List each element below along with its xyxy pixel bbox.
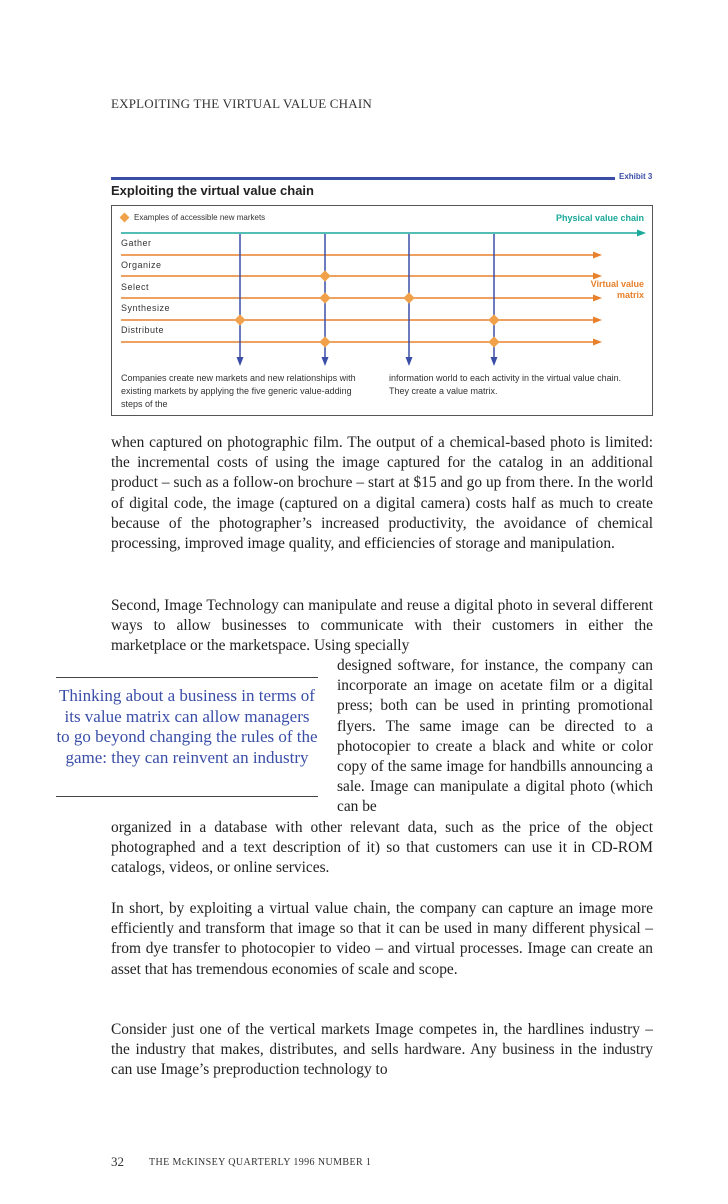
pull-quote-top-rule xyxy=(56,677,318,678)
exhibit-caption-left: Companies create new markets and new relationships with existing markets by applying the five generic value-adding steps of the xyxy=(121,373,356,409)
paragraph-1: when captured on photographic film. The output of a chemical-based photo is limited: the incremental costs of using the image captured for the catalog in an additional product – such as a follow-on brochure – start at $15 and go up from there. In the world of digital code, the image (captured on a digital camera) costs half as much to create because of the photographer’s increased productivity, the avoidance of chemical processing, improved image quality, and efficiencies of storage and manipulation. xyxy=(111,434,653,553)
row-label-synthesize: Synthesize xyxy=(121,303,171,313)
paragraph-4: Consider just one of the vertical markets Image competes in, the hardlines industry – the industry that makes, distributes, and sells hardware. Any business in the industry can use Image’s preproduction technology to xyxy=(111,1021,653,1079)
row-label-select: Select xyxy=(121,282,150,292)
market-diamond xyxy=(488,336,499,347)
row-arrow-gather xyxy=(121,252,602,259)
physical-value-chain-label: Physical value chain xyxy=(555,213,644,223)
market-diamond xyxy=(234,314,245,325)
market-diamond xyxy=(488,314,499,325)
exhibit-number: Exhibit 3 xyxy=(619,172,653,181)
exhibit-title: Exploiting the virtual value chain xyxy=(111,183,314,198)
pull-quote-bottom-rule xyxy=(56,796,318,797)
row-label-distribute: Distribute xyxy=(121,325,165,335)
row-arrow-organize xyxy=(121,273,602,280)
exhibit-rule xyxy=(111,177,615,180)
market-diamond xyxy=(319,336,330,347)
exhibit-caption-right: information world to each activity in the virtual value chain. They create a value matrix. xyxy=(389,373,622,396)
row-arrow-distribute xyxy=(121,339,602,346)
market-diamond xyxy=(319,292,330,303)
row-arrow-select xyxy=(121,295,602,302)
page-number: 32 xyxy=(111,1154,124,1169)
running-head: EXPLOITING THE VIRTUAL VALUE CHAIN xyxy=(111,96,372,111)
publication-footer: THE McKINSEY QUARTERLY 1996 NUMBER 1 xyxy=(149,1157,372,1168)
diagram-legend xyxy=(121,213,265,222)
market-diamond xyxy=(319,270,330,281)
legend-label: Examples of accessible new markets xyxy=(134,213,266,222)
virtual-value-matrix-label: Virtual value matrix xyxy=(590,279,644,300)
market-diamond xyxy=(403,292,414,303)
row-arrow-synthesize xyxy=(121,317,602,324)
pull-quote: Thinking about a business in terms of its value matrix can allow managers to go beyond changing the rules of the game: they can reinvent an industry xyxy=(56,686,318,767)
exhibit-diagram xyxy=(111,205,653,416)
paragraph-2-right-column: designed software, for instance, the company can incorporate an image on acetate film or a digital press; both can be used in printing promotional flyers. The same image can be directed to a photocopier to create a black and white or color copy of the same image for handbills announcing a sale. Image can manipulate a digital photo (which can be xyxy=(337,657,653,816)
physical-chain-arrowhead xyxy=(637,230,646,237)
row-label-gather: Gather xyxy=(121,238,152,248)
vertical-arrow-1 xyxy=(237,234,244,366)
diamond-icon xyxy=(120,213,130,223)
row-label-organize: Organize xyxy=(121,260,162,270)
paragraph-3: In short, by exploiting a virtual value chain, the company can capture an image more efficiently and transform that image so that it can be used in many different physical – from dye transfer to photocopier to video – and virtual processes. Image can create an asset that has tremendous economies of scale and scope. xyxy=(111,900,653,978)
paragraph-2-top: Second, Image Technology can manipulate and reuse a digital photo in several different ways to allow businesses to communicate with their customers in either the marketplace or the marketspace. Using specially xyxy=(111,597,653,655)
paragraph-2-bottom: organized in a database with other relevant data, such as the price of the object photographed and a text description of it) so that customers can use it in CD-ROM catalogs, videos, or online services. xyxy=(111,819,653,877)
